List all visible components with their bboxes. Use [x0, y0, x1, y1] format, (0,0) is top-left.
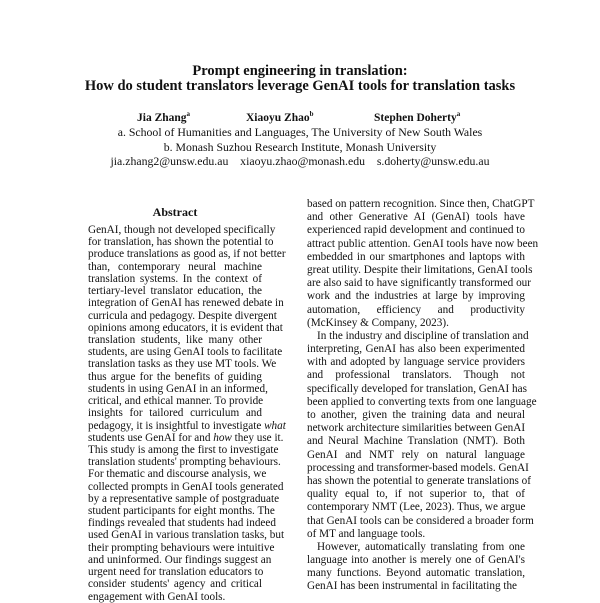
affiliation-a: a. School of Humanities and Languages, The University of New South Wales: [117, 125, 483, 139]
text-line: their prompting behaviours were intuitive: [88, 541, 275, 554]
text-line: are also said to have significantly transformed our: [307, 277, 531, 290]
text-line: automation, efficiency and productivity: [307, 303, 525, 316]
affiliation-b: b. Monash Suzhou Research Institute, Monash University: [163, 140, 437, 154]
text-line: has shown the potential to generate translations of: [307, 474, 532, 487]
body-text-column: [307, 198, 539, 594]
text-line: translation systems. In the context of: [88, 272, 262, 285]
text-line: tertiary-level translator education, the: [88, 285, 262, 298]
text-line: This study is among the first to investigate: [88, 443, 279, 456]
text-line: urgent need for translation educators to: [88, 566, 264, 579]
text-segment: students use GenAI for and: [88, 431, 214, 444]
paper-title-line-1: Prompt engineering in translation:: [192, 63, 408, 79]
text-line: work and the industries at large by improving: [307, 290, 525, 303]
text-line: insights for tailored curriculum and: [88, 407, 262, 420]
author-emails: jia.zhang2@unsw.edu.au xiaoyu.zhao@monash.edu s.doherty@unsw.edu.au: [110, 154, 490, 168]
text-line: for translation, has shown the potential to: [88, 236, 274, 249]
text-line: [88, 419, 286, 432]
author-name: Stephen Doherty: [374, 111, 457, 124]
text-line: [88, 431, 284, 444]
emphasis-text: how: [213, 431, 232, 444]
author: [137, 110, 190, 124]
author-affiliation-mark: a: [456, 110, 461, 118]
text-line: and uninformed. Our findings suggest an: [88, 553, 272, 566]
text-segment: they use it.: [231, 431, 284, 444]
emphasis-text: what: [264, 419, 286, 432]
text-line: For thematic and discourse analysis, we: [88, 468, 267, 481]
text-line: based on pattern recognition. Since then, ChatGPT: [307, 198, 535, 210]
text-line: (McKinsey & Company, 2023).: [307, 316, 449, 329]
text-line: used GenAI in various translation tasks, but: [88, 529, 285, 542]
abstract-text: [88, 224, 286, 603]
text-line: language into another is merely one of GenAI's: [307, 554, 525, 567]
text-line: However, automatically translating from one: [317, 540, 525, 553]
text-line: great utility. Despite their limitations, GenAI tools: [307, 263, 533, 276]
text-line: contemporary NMT (Lee, 2023). Thus, we argue: [307, 501, 526, 514]
text-line: network architecture similarities between GenAI: [307, 422, 526, 435]
author-affiliation-mark: a: [186, 110, 191, 118]
text-line: critical, and ethical manner. To provide: [88, 395, 264, 408]
text-line: attract public attention. GenAI tools have now been: [307, 237, 539, 250]
text-line: curricula and pedagogy. Despite divergent: [88, 309, 277, 322]
text-line: interpreting, GenAI has also been experimented: [307, 343, 525, 356]
text-line: that GenAI tools can be considered a broader form: [307, 514, 534, 527]
text-line: many functions. Beyond automatic translation,: [307, 567, 525, 580]
author: [374, 110, 460, 124]
text-line: produce translations as good as, if not better: [88, 248, 286, 261]
text-line: GenAI and NMT rely on natural language: [307, 448, 525, 461]
text-line: consider students' agency and critical: [88, 578, 262, 591]
text-line: findings revealed that students had indeed: [88, 517, 276, 530]
text-line: translation students' prompting behaviours.: [88, 456, 281, 469]
text-line: processing and transformer-based models. GenAI: [307, 461, 529, 474]
text-line: opinions among educators, it is evident that: [88, 321, 283, 334]
text-line: student participants for eight months. The: [88, 505, 275, 518]
text-segment: pedagogy, it is insightful to investigate: [88, 419, 265, 432]
author-name: Xiaoyu Zhao: [246, 111, 310, 124]
text-line: specifically developed for translation, GenAI has: [307, 382, 527, 395]
text-line: and Neural Machine Translation (NMT). Both: [307, 435, 525, 448]
text-line: GenAI has been instrumental in facilitating the: [307, 580, 518, 593]
text-line: students, are using GenAI tools to facilitate: [88, 346, 283, 359]
text-line: GenAI, though not developed specifically: [88, 224, 276, 236]
text-line: thus argue for the benefits of guiding: [88, 370, 262, 383]
text-line: engagement with GenAI tools.: [88, 590, 226, 603]
text-line: collected prompts in GenAI tools generated: [88, 480, 284, 493]
text-line: In the industry and discipline of translation and: [317, 329, 529, 342]
text-line: translation students, like many other: [88, 333, 262, 346]
text-line: students in using GenAI in an informed,: [88, 382, 268, 395]
text-line: integration of GenAI has renewed debate in: [88, 297, 284, 310]
author-list: [0, 110, 600, 124]
text-line: by a representative sample of postgraduate: [88, 492, 280, 505]
abstract-heading: Abstract: [152, 205, 198, 219]
author-name: Jia Zhang: [137, 111, 187, 124]
text-line: and other Generative AI (GenAI) tools have: [307, 211, 525, 224]
text-line: quality equal to, if not superior to, that of: [307, 488, 525, 501]
text-line: translation tasks as they use MT tools. We: [88, 358, 277, 371]
text-line: experienced rapid development and continued to: [307, 224, 525, 237]
text-line: been applied to converting texts from one language: [307, 395, 537, 408]
author: [246, 110, 314, 124]
text-line: and professional translators. Though not: [307, 369, 525, 382]
text-line: embedded in our smartphones and laptops with: [307, 250, 525, 263]
text-line: with and adopted by language service providers: [307, 356, 525, 369]
author-affiliation-mark: b: [309, 110, 314, 118]
text-line: than, contemporary neural machine: [88, 260, 262, 273]
paper-title-line-2: How do student translators leverage GenAI tools for translation tasks: [84, 78, 516, 94]
text-line: to another, given the training data and neural: [307, 409, 525, 421]
text-line: of MT and language tools.: [307, 527, 426, 540]
